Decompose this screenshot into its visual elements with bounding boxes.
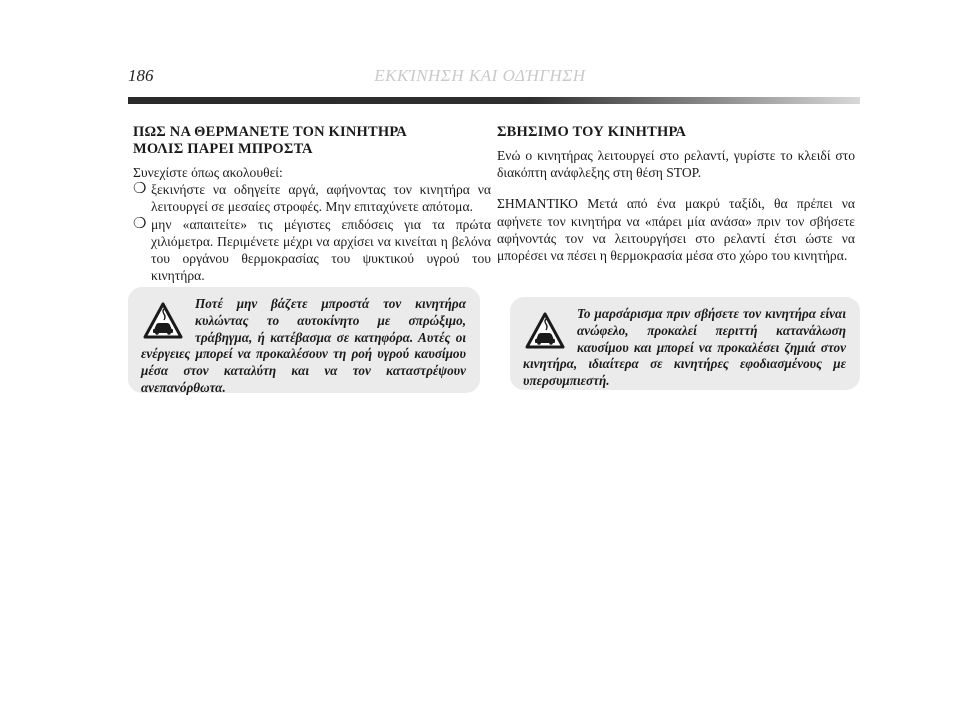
paragraph-important: ΣΗΜΑΝΤΙΚΟ Μετά από ένα μακρύ ταξίδι, θα πρέπει να αφήνετε τον κινητήρα να «πάρει μία ανάσα» πριν τον σβήσετε αφήνοντάς τον να λειτουργήσει στο ρελαντί έτσι ώστε να μπορέσει να πέσει η θερμοκρασία μέσα στο χώρο του κινητήρα. [497, 196, 855, 264]
page-header-title: ΕΚΚΊΝΗΣΗ ΚΑΙ ΟΔΉΓΗΣΗ [374, 66, 586, 85]
heading-line-2: ΜΟΛΙΣ ΠΑΡΕΙ ΜΠΡΟΣΤΑ [133, 141, 313, 157]
warning-box-push-start [128, 287, 480, 393]
heading-line-1: ΠΩΣ ΝΑ ΘΕΡΜΑΝΕΤΕ ΤΟΝ ΚΙΝΗΤΗΡΑ [133, 124, 407, 140]
bullet-text: ξεκινήστε να οδηγείτε αργά, αφήνοντας τον κινητήρα να λειτουργεί σε μεσαίες στροφές. Μην επιταχύνετε απότομα. [151, 182, 491, 215]
bullet-text: μην «απαιτείτε» τις μέγιστες επιδόσεις για τα πρώτα χιλιόμετρα. Περιμένετε μέχρι να αρχίσει να κινείται η βελόνα του οργάνου θερμοκρασίας του ψυκτικού υγρού του κινητήρα. [151, 216, 491, 284]
section-heading-engine-off: ΣΒΗΣΙΜΟ ΤΟΥ ΚΙΝΗΤΗΡΑ [497, 124, 687, 140]
left-column [133, 124, 491, 284]
intro-text: Συνεχίστε όπως ακολουθεί: [133, 165, 283, 180]
warning-box-revving [510, 297, 860, 390]
bullet-circle-icon: ❍ [133, 181, 147, 198]
list-item [133, 181, 491, 215]
car-warning-triangle-icon [143, 302, 183, 340]
page-number: 186 [128, 66, 154, 85]
list-item [133, 216, 491, 285]
warning-text: Ποτέ μην βάζετε μπροστά τον κινητήρα κυλώντας το αυτοκίνητο με σπρώξιμο, τράβηγμα, ή κατέβασμα σε κατηφόρα. Αυτές οι ενέργειες μπορεί να προκαλέσουν τη ροή υγρού καυσίμου μέσα στον καταλύτη και να τον καταστρέψουν ανεπανόρθωτα. [141, 296, 466, 395]
header-rule [128, 97, 860, 104]
warning-text: Το μαρσάρισμα πριν σβήσετε τον κινητήρα είναι ανώφελο, προκαλεί περιττή κατανάλωση καυσίμου και μπορεί να προκαλέσει ζημιά στον κινητήρα, ιδιαίτερα σε κινητήρες εφοδιασμένους με υπερσυμπιεστή. [523, 306, 846, 389]
section-heading-warm-up [133, 124, 491, 158]
car-warning-triangle-icon [525, 312, 565, 350]
bullet-list [133, 181, 491, 284]
right-column [497, 124, 855, 264]
bullet-circle-icon: ❍ [133, 215, 147, 232]
paragraph-ignition: Ενώ ο κινητήρας λειτουργεί στο ρελαντί, γυρίστε το κλειδί στο διακόπτη ανάφλεξης στη θέση STOP. [497, 148, 855, 181]
